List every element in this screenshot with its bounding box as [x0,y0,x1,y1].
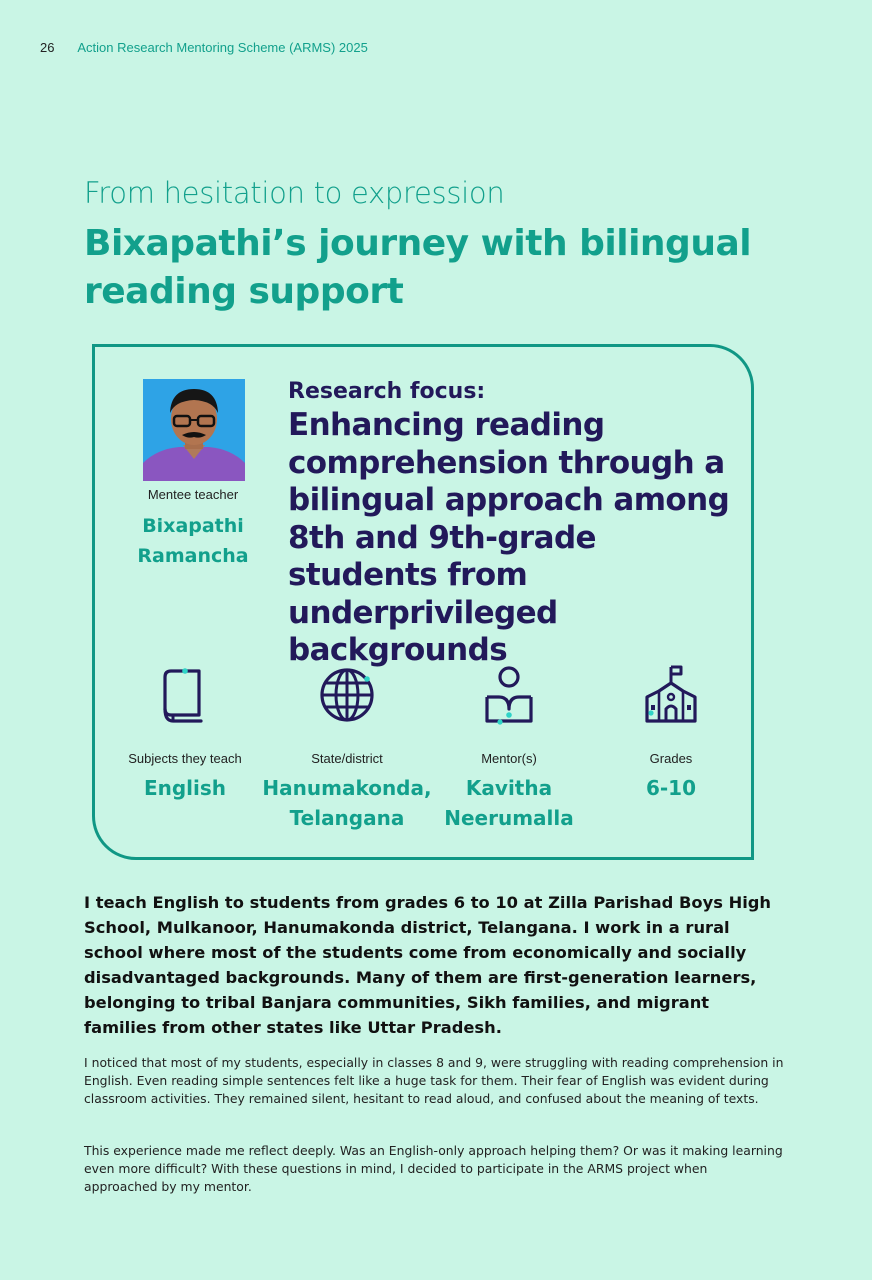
article-subtitle: From hesitation to expression [84,176,505,210]
stat-state-district [257,663,437,833]
mentee-label: Mentee teacher [147,487,239,502]
globe-icon [317,663,377,727]
page-number: 26 [40,40,55,55]
stat-value: English [143,776,227,800]
stat-value: Hanumakonda, Telangana [262,776,432,830]
mentor-icon [479,663,539,727]
profile-card [92,344,754,860]
article-title: Bixapathi’s journey with bilingual reading support [84,223,752,312]
stat-value: 6-10 [645,776,697,800]
page-header [40,40,368,55]
stat-value: Kavitha Neerumalla [444,776,574,830]
school-icon [641,663,701,727]
research-focus-text: Enhancing reading comprehension through a bilingual approach among 8th and 9th-grade students from underprivileged backgrounds [288,407,730,668]
mentee-photo [143,379,245,481]
mentee-name: Bixapathi Ramancha [137,515,249,567]
body-paragraph: I noticed that most of my students, especially in classes 8 and 9, were struggling with reading comprehension in English. Even reading simple sentences felt like a huge task for them. Their fear of English was evident during classroom activities. They remained silent, hesitant to read aloud, and confused about the meaning of texts. [84,1055,784,1106]
stat-grades [581,663,761,803]
stat-label: State/district [311,751,383,766]
stat-label: Grades [649,751,693,766]
book-icon [155,663,215,727]
lead-paragraph: I teach English to students from grades 6 to 10 at Zilla Parishad Boys High School, Mulkanoor, Hanumakonda district, Telangana. I work in a rural school where most of the students come from economically and socially disadvantaged backgrounds. Many of them are first-generation learners, belonging to tribal Banjara communities, Sikh families, and migrant families from other states like Uttar Pradesh. [84,893,772,1037]
body-paragraph: This experience made me reflect deeply. Was an English-only approach helping them? Or was it making learning even more difficult? With these questions in mind, I decided to participate in the ARMS project when approached by my mentor. [84,1143,783,1194]
stat-subjects [95,663,275,803]
stat-label: Subjects they teach [128,751,242,766]
stat-mentors [419,663,599,833]
publication-title: Action Research Mentoring Scheme (ARMS) 2025 [77,40,368,55]
research-focus-label: Research focus: [288,379,486,404]
stat-label: Mentor(s) [481,751,537,766]
